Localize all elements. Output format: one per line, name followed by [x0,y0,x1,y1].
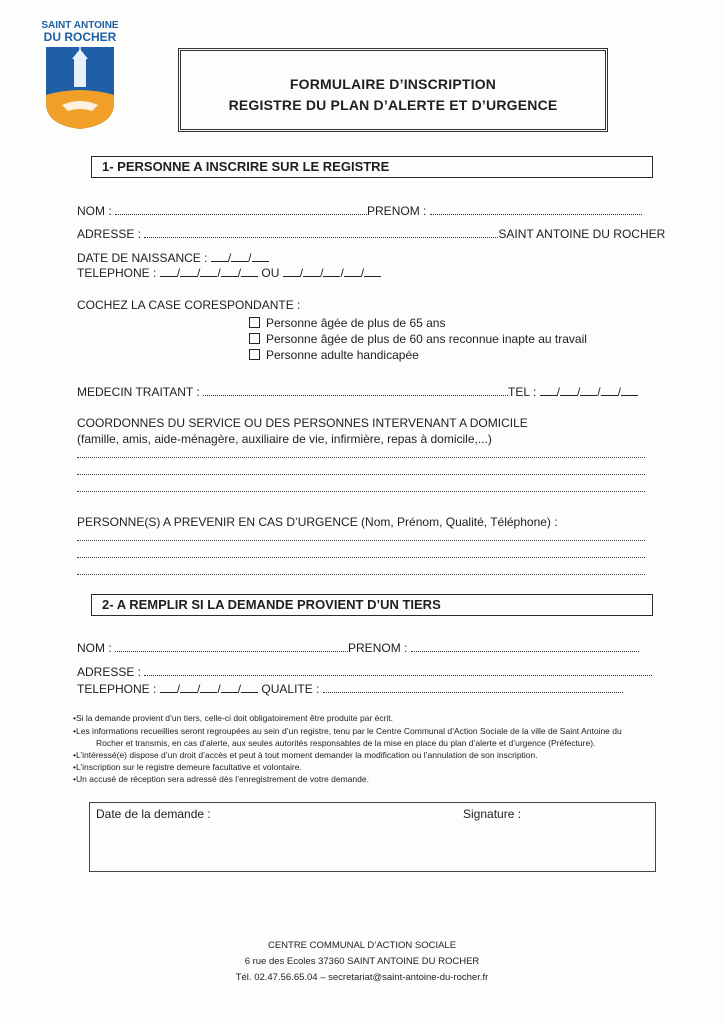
adresse-row [77,227,666,241]
note-item-continued: Rocher et transmis, en cas d’alerte, aux seules autorités responsables de la mise en place du plan d’alerte et d’urgence (Préfecture). [96,738,596,748]
medecin-label: MEDECIN TRAITANT : [77,385,200,399]
tiers-adresse-field[interactable] [144,665,652,676]
tiers-telephone-field[interactable]: / / / / [160,682,258,696]
nom-label: NOM : [77,204,112,218]
urgence-label: PERSONNE(S) A PREVENIR EN CAS D’URGENCE (Nom, Prénom, Qualité, Téléphone) : [77,515,558,529]
coord-line-1[interactable] [77,457,645,459]
note-item: •Les informations recueillies seront regroupées au sein d’un registre, tenu par le Centre Communal d’Action Sociale de la ville de Saint Antoine du [73,726,622,736]
signature-label: Signature : [463,807,522,821]
tiers-nom-field[interactable] [115,641,348,652]
medecin-row [77,384,647,399]
medecin-field[interactable] [203,385,508,396]
checkbox-instruction: COCHEZ LA CASE CORESPONDANTE : [77,298,301,312]
note-item: •Si la demande provient d’un tiers, celle-ci doit obligatoirement être produite par écrit. [73,713,394,723]
tiers-qualite-label: QUALITE : [261,682,320,696]
ou-label: OU [261,266,280,280]
option-65-plus-label: Personne âgée de plus de 65 ans [266,316,446,330]
footer-org: CENTRE COMMUNAL D’ACTION SOCIALE [267,940,457,951]
option-65-plus[interactable] [249,316,649,330]
urgence-line-2[interactable] [77,557,645,559]
checkbox-60-inapte[interactable] [249,333,260,344]
checkbox-handicap[interactable] [249,349,260,360]
coord-line-3[interactable] [77,491,645,493]
logo-text-line1: SAINT ANTOINE [41,20,119,31]
urgence-line-1[interactable] [77,540,645,542]
coord-hint: (famille, amis, aide-ménagère, auxiliaire de vie, infirmière, repas à domicile,...) [77,432,492,446]
logo-emblem-icon [40,45,120,129]
date-demande-label: Date de la demande : [96,807,211,821]
coord-line-2[interactable] [77,474,645,476]
section1-heading: 1- PERSONNE A INSCRIRE SUR LE REGISTRE [91,156,653,178]
adresse-label: ADRESSE : [77,227,142,241]
footer-contact: Tél. 02.47.56.65.04 – secretariat@saint-antoine-du-rocher.fr [235,972,489,983]
adresse-field[interactable] [144,227,498,238]
nom-field[interactable] [115,204,367,215]
town-name: SAINT ANTOINE DU ROCHER [498,227,666,241]
form-title: FORMULAIRE D’INSCRIPTION [289,76,497,92]
tiers-nom-prenom-row [77,641,647,655]
option-60-inapte-label: Personne âgée de plus de 60 ans reconnue inapte au travail [266,332,587,346]
telephone-field-2[interactable]: / / / / [283,266,381,280]
prenom-field[interactable] [430,204,642,215]
note-item: •L’inscription sur le registre demeure facultative et volontaire. [73,762,302,772]
nom-prenom-row [77,204,647,218]
note-item: •Un accusé de réception sera adressé dès l’enregistrement de votre demande. [73,774,369,784]
tiers-qualite-field[interactable] [323,682,623,693]
section2-heading: 2- A REMPLIR SI LA DEMANDE PROVIENT D’UN TIERS [91,594,653,616]
option-handicap[interactable] [249,348,649,362]
tiers-adresse-row [77,665,647,679]
form-title-box [178,48,608,132]
tiers-telephone-row [77,681,647,696]
form-subtitle: REGISTRE DU PLAN D’ALERTE ET D’URGENCE [228,97,558,113]
option-handicap-label: Personne adulte handicapée [266,348,419,362]
tiers-telephone-label: TELEPHONE : [77,682,157,696]
birthdate-row [77,250,647,265]
signature-box[interactable] [89,802,656,872]
prenom-label: PRENOM : [367,204,427,218]
logo-text-line2: DU ROCHER [43,30,117,44]
note-item: •L’intéressé(e) dispose d’un droit d’accès et peut à tout moment demander la modification ou l’annulation de son inscription. [73,750,538,760]
tiers-adresse-label: ADRESSE : [77,665,142,679]
birthdate-field[interactable]: / / [211,251,269,265]
tiers-nom-label: NOM : [77,641,112,655]
urgence-line-3[interactable] [77,574,645,576]
coord-label: COORDONNES DU SERVICE OU DES PERSONNES INTERVENANT A DOMICILE [77,416,528,430]
tiers-prenom-label: PRENOM : [348,641,408,655]
tiers-prenom-field[interactable] [411,641,639,652]
option-60-inapte[interactable] [249,332,649,346]
telephone-field-1[interactable]: / / / / [160,266,258,280]
checkbox-65-plus[interactable] [249,317,260,328]
telephone-row [77,265,647,280]
birthdate-label: DATE DE NAISSANCE : [77,251,208,265]
footer-address: 6 rue des Ecoles 37360 SAINT ANTOINE DU ROCHER [244,956,480,967]
medecin-tel-field[interactable]: / / / / [540,385,638,399]
telephone-label: TELEPHONE : [77,266,157,280]
municipal-logo [40,20,120,128]
medecin-tel-label: TEL : [508,385,537,399]
